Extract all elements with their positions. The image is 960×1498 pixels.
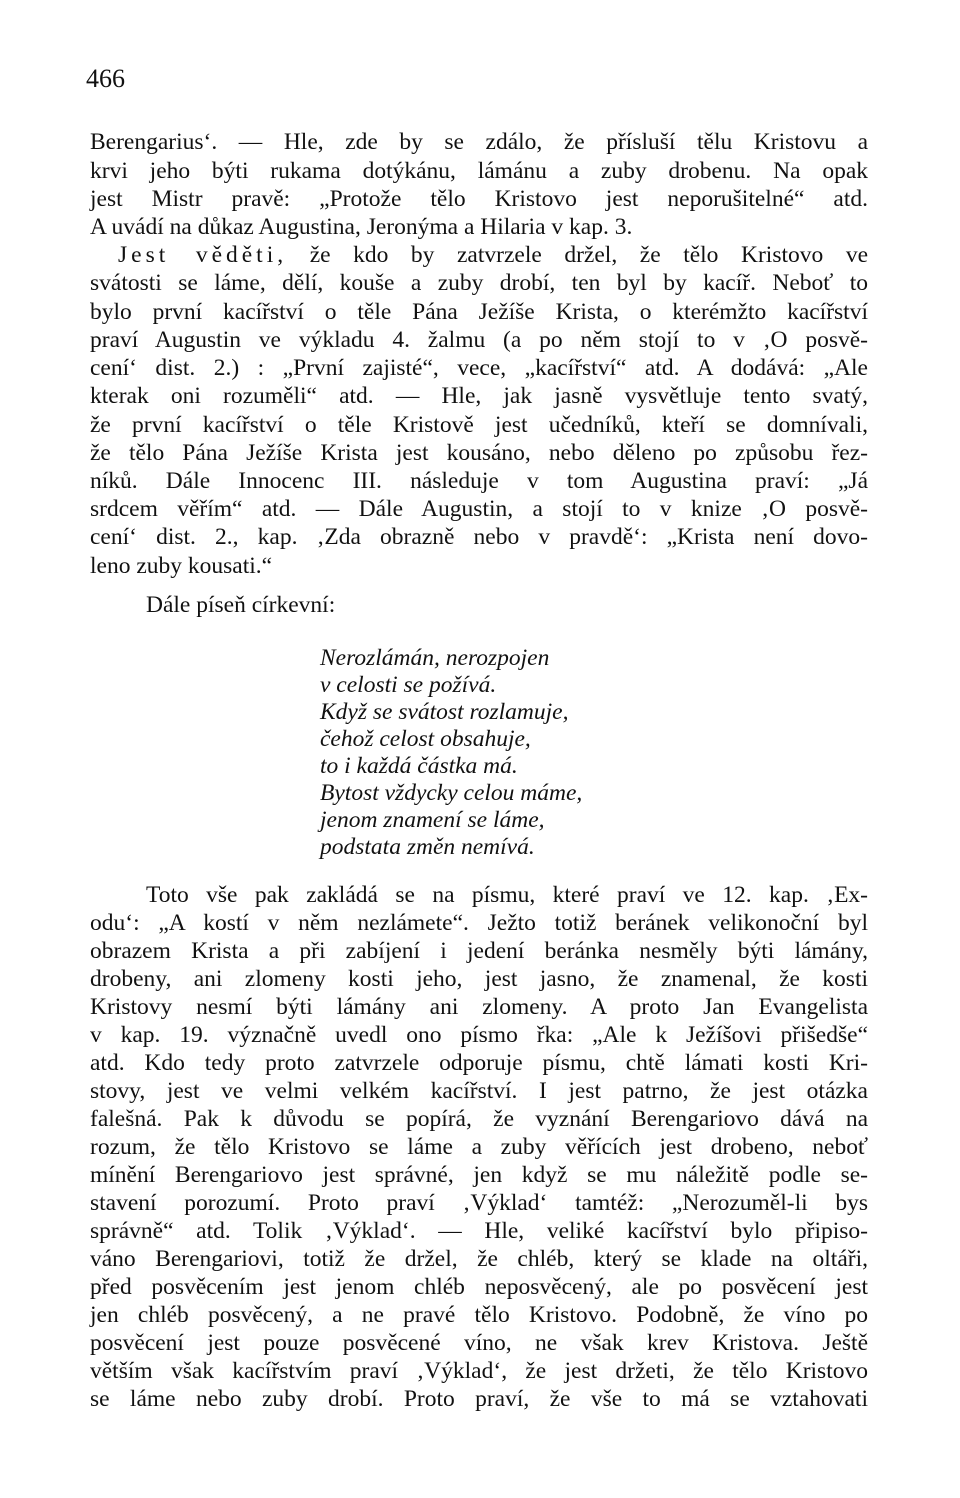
poem-line: čehož celost obsahuje,	[320, 726, 531, 752]
poem-line: jenom znamení se láme,	[320, 807, 545, 833]
text-line: jest Mistr pravě: „Protože tělo Kristovo jest neporušitelné“ atd.	[90, 186, 868, 212]
text-line: větším však kacířstvím praví ‚Výklad‘, že jest držeti, že tělo Kristovo	[90, 1358, 868, 1384]
poem-line: v celosti se požívá.	[320, 672, 497, 698]
text-line: A uvádí na důkaz Augustina, Jeronýma a Hilaria v kap. 3.	[90, 214, 633, 240]
text-span: že kdo by zatvrzele držel, že tělo Kristovo ve	[287, 242, 868, 268]
text-line: praví Augustin ve výkladu 4. žalmu (a po něm stojí to v ‚O posvě-	[90, 327, 868, 353]
text-line: kterak oni rozuměli“ atd. — Hle, jak jasně vysvětluje tento svatý,	[90, 383, 868, 409]
poem-line: Když se svátost rozlamuje,	[320, 699, 569, 725]
text-line: atd. Kdo tedy proto zatvrzele odporuje písmu, chtě lámati kosti Kri-	[90, 1050, 868, 1076]
poem-line: podstata změn nemívá.	[320, 834, 535, 860]
poem-line: Nerozlámán, nerozpojen	[320, 645, 550, 671]
text-line	[118, 240, 868, 270]
text-line: rozum, že tělo Kristovo se láme a zuby věřících jest drobeno, neboť	[90, 1134, 868, 1160]
text-line: cení‘ dist. 2.) : „První zajisté“, vece, „kacířství“ atd. A dodává: „Ale	[90, 355, 868, 381]
text-line: Berengarius‘. — Hle, zde by se zdálo, že přísluší tělu Kristovu a	[90, 129, 868, 155]
text-line: níků. Dále Innocenc III. následuje v tom Augustina praví: „Já	[90, 468, 868, 494]
text-line: obrazem Krista a při zabíjení i jedení beránka nesměly býti lámány,	[90, 938, 868, 964]
text-line: bylo první kacířství o těle Pána Ježíše Krista, o kterémžto kacířství	[90, 299, 868, 325]
text-line: leno zuby kousati.“	[90, 553, 273, 579]
text-line: že tělo Pána Ježíše Krista jest kousáno, nebo děleno po způsobu řez-	[90, 440, 868, 466]
hymn-intro: Dále píseň církevní:	[146, 592, 336, 618]
page-number: 466	[86, 64, 125, 93]
text-line: posvěcení jest pouze posvěcené víno, ne však krev Kristova. Ještě	[90, 1330, 868, 1356]
text-line: odu‘: „A kostí v něm nezlámete“. Ježto totiž beránek velikonoční byl	[90, 910, 868, 936]
text-line: svátosti se láme, dělí, kouše a zuby drobí, ten byl by kacíř. Neboť to	[90, 270, 868, 296]
text-line: že první kacířství o těle Kristově jest učedníků, kteří se domnívali,	[90, 412, 868, 438]
text-line: v kap. 19. význačně uvedl ono písmo řka: „Ale k Ježíšovi přišedše“	[90, 1022, 868, 1048]
text-line: cení‘ dist. 2., kap. ‚Zda obrazně nebo v pravdě‘: „Krista není dovo-	[90, 524, 868, 550]
poem-line: to i každá částka má.	[320, 753, 518, 779]
text-line: Toto vše pak zakládá se na písmu, které praví ve 12. kap. ‚Ex-	[146, 882, 868, 908]
text-line: stovy, jest ve velmi velkém kacířství. I jest patrno, že jest otázka	[90, 1078, 868, 1104]
text-line: správně“ atd. Tolik ‚Výklad‘. — Hle, veliké kacířství bylo připiso-	[90, 1218, 868, 1244]
spaced-emphasis: Jest věděti,	[118, 242, 288, 268]
text-line: Kristovy nesmí býti lámány ani zlomeny. A proto Jan Evangelista	[90, 994, 868, 1020]
text-line: drobeny, ani zlomeny kosti jeho, jest jasno, že znamenal, že kosti	[90, 966, 868, 992]
text-line: před posvěcením jest jenom chléb neposvěcený, ale po posvěcení jest	[90, 1274, 868, 1300]
text-line: váno Berengariovi, totiž že držel, že chléb, který se klade na oltáři,	[90, 1246, 868, 1272]
text-line: se láme nebo zuby drobí. Proto praví, že vše to má se vztahovati	[90, 1386, 868, 1412]
text-line: srdcem věřím“ atd. — Dále Augustin, a stojí to v knize ‚O posvě-	[90, 496, 868, 522]
text-line: jen chléb posvěcený, a ne pravé tělo Kristovo. Podobně, že víno po	[90, 1302, 868, 1328]
text-line: falešná. Pak k důvodu se popírá, že vyznání Berengariovo dává na	[90, 1106, 868, 1132]
poem-line: Bytost vždycky celou máme,	[320, 780, 583, 806]
text-line: krvi jeho býti rukama dotýkánu, lámánu a zuby drobenu. Na opak	[90, 158, 868, 184]
text-line: mínění Berengariovo jest správné, jen když se mu náležitě podle se-	[90, 1162, 868, 1188]
text-line: stavení porozumí. Proto praví ‚Výklad‘ tamtéž: „Nerozuměl-li bys	[90, 1190, 868, 1216]
